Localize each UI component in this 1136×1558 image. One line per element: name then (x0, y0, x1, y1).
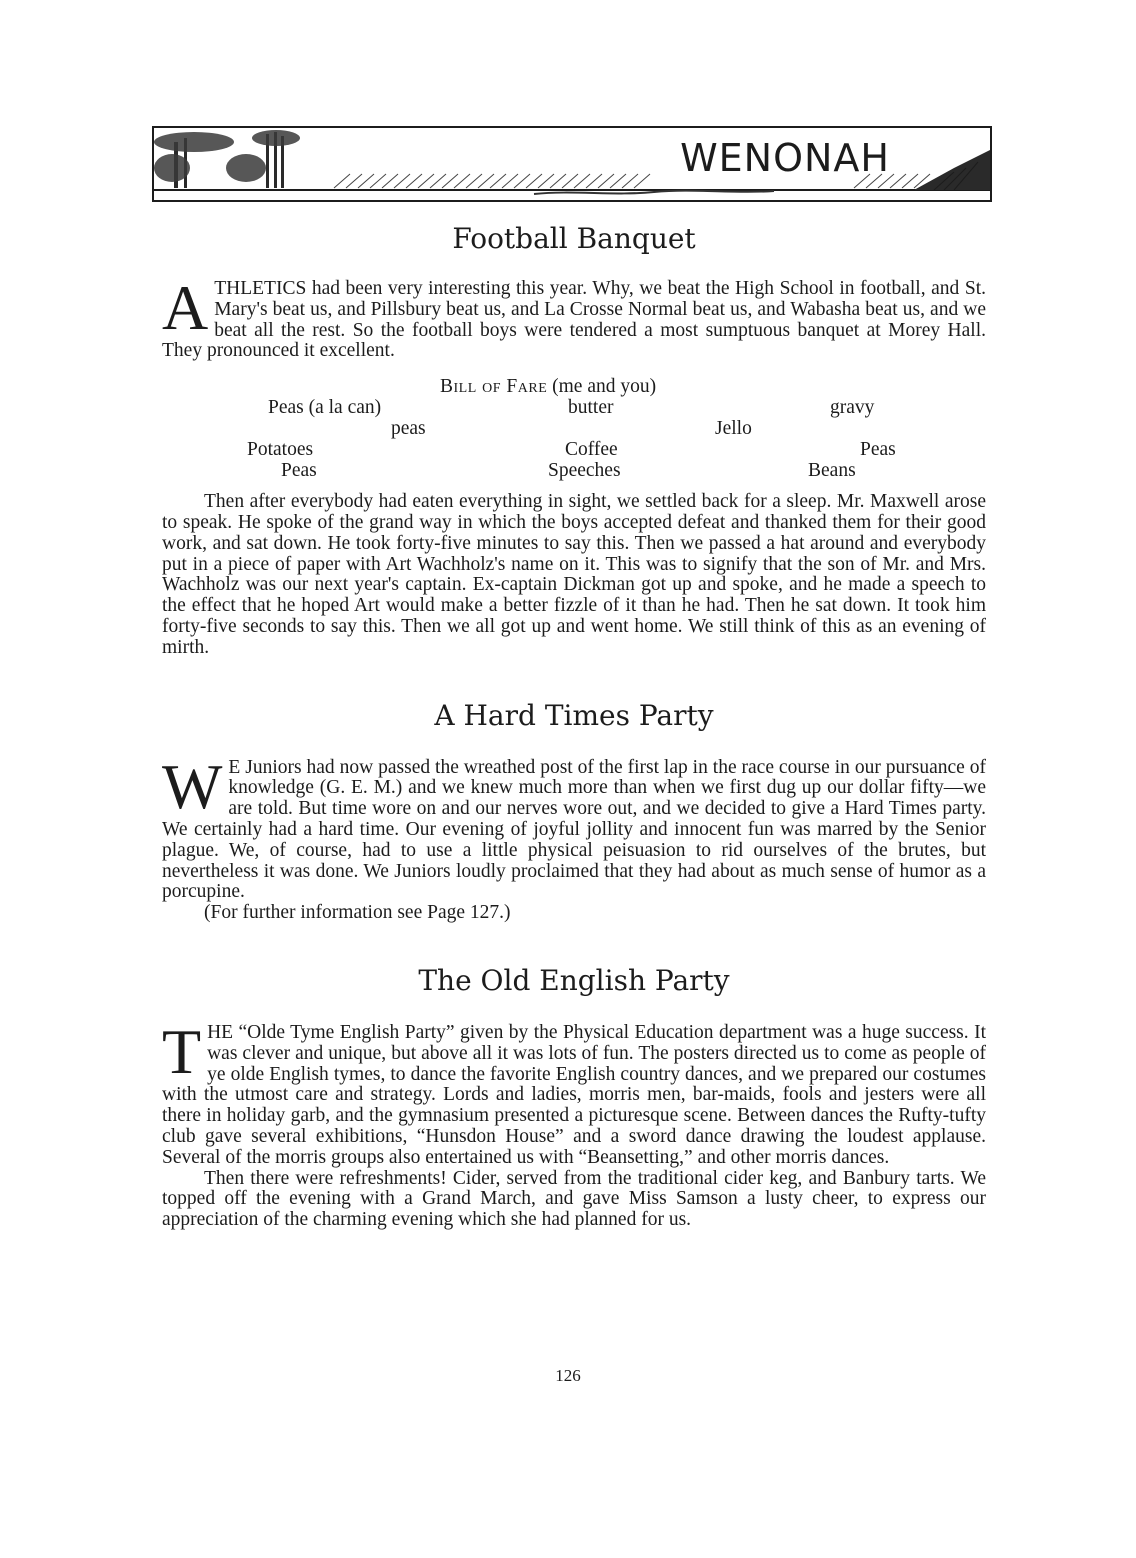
menu-item: Potatoes (247, 439, 314, 461)
page-content (162, 220, 986, 1231)
menu-item: Peas (860, 439, 896, 461)
bill-of-fare (162, 376, 986, 482)
page-number: 126 (555, 1366, 581, 1385)
hard-times-note: (For further information see Page 127.) (204, 902, 511, 924)
menu-item: Peas (281, 460, 317, 482)
banner-title: WENONAH (680, 136, 890, 180)
hard-times-party-title: A Hard Times Party (434, 698, 714, 732)
dropcap-t: T (162, 1015, 202, 1087)
old-english-paragraph (162, 1015, 986, 1169)
football-body-paragraph: Then after everybody had eaten everything in sight, we settled back for a sleep. Mr. Maxwell arose to speak. He spoke of the grand way in which the boys accepted defeat and thanked them for their good work, and sat down. He took forty-five minutes to say this. Then we passed a hat around and everybody put in a piece of paper with Art Wachholz's name on it. This was to signify that the son of Mr. and Mrs. Wachholz was our next year's captain. Ex-captain Dickman got up and spoke, and he made a speech to the effect that he hoped Art would make a better fizzle of it than he had. Then he sat down. It took him forty-five seconds to say this. Then we all got up and went home. We still think of this as an evening of mirth. (162, 491, 986, 658)
football-intro-text: THLETICS had been very interesting this year. Why, we beat the High School in football, and St. Mary's beat us, and Pillsbury beat us, and La Crosse Normal beat us, and Wabasha beat us, and we beat all the rest. So the football boys were tendered a most sumptuous banquet at Morey Hall. They pronounced it excellent. (162, 278, 986, 362)
bill-of-fare-heading (440, 376, 656, 398)
bill-of-fare-heading-label: Bill of Fare (440, 376, 548, 398)
header-banner (152, 126, 992, 202)
menu-item: gravy (830, 397, 875, 419)
old-english-party-section (162, 964, 986, 1231)
menu-item: Speeches (548, 460, 621, 482)
menu-item: peas (391, 418, 426, 440)
football-banquet-title: Football Banquet (452, 222, 696, 255)
menu-item: butter (568, 397, 614, 419)
dropcap-w: W (162, 750, 223, 822)
bill-of-fare-heading-suffix: (me and you) (552, 376, 657, 398)
menu-item: Peas (a la can) (268, 397, 382, 419)
football-banquet-section (162, 222, 986, 659)
menu-item: Coffee (565, 439, 618, 461)
hard-times-party-section (162, 699, 986, 924)
menu-item: Beans (808, 460, 856, 482)
football-intro-paragraph (162, 272, 986, 362)
menu-item: Jello (715, 418, 752, 440)
dropcap-a: A (162, 272, 209, 343)
old-english-party-title: The Old English Party (418, 963, 730, 997)
hard-times-text: E Juniors had now passed the wreathed post of the first lap in the race course in our pursuance of knowledge (G. E. M.) and we knew much more than when we first dug up our dollar fifty—we are told. But time wore on and our nerves wore out, and we decided to give a Hard Times party. We certainly had a hard time. Our evening of joyful jollity and innocent fun was marred by the Senior plague. We, of course, had to use a little physical peisuasion to rid ourselves of the brutes, but nevertheless it was done. We Juniors loudly proclaimed that they had about as much sense of humor as a porcupine. (162, 756, 986, 903)
old-english-text: HE “Olde Tyme English Party” given by the Physical Education department was a huge success. It was clever and unique, but above all it was lots of fun. The posters directed us to come as people of ye olde English tymes, to dance the favorite English country dances, and we prepared our costumes with the utmost care and strategy. Lords and ladies, morris men, bar-maids, fools and jesters were all there in holiday garb, and the gymnasium presented a picturesque scene. Between dances the Rufty-tufty club gave several exhibitions, “Hunsdon House” and a sword dance drawing the loudest applause. Several of the morris groups also entertained us with “Beansetting,” and other morris dances. (162, 1021, 986, 1168)
old-english-paragraph-2: Then there were refreshments! Cider, served from the traditional cider keg, and Banbury tarts. We topped off the evening with a Grand March, and gave Miss Samson a lusty cheer, to express our appreciation of the charming evening which she had planned for us. (162, 1167, 986, 1231)
hard-times-paragraph (162, 750, 986, 904)
